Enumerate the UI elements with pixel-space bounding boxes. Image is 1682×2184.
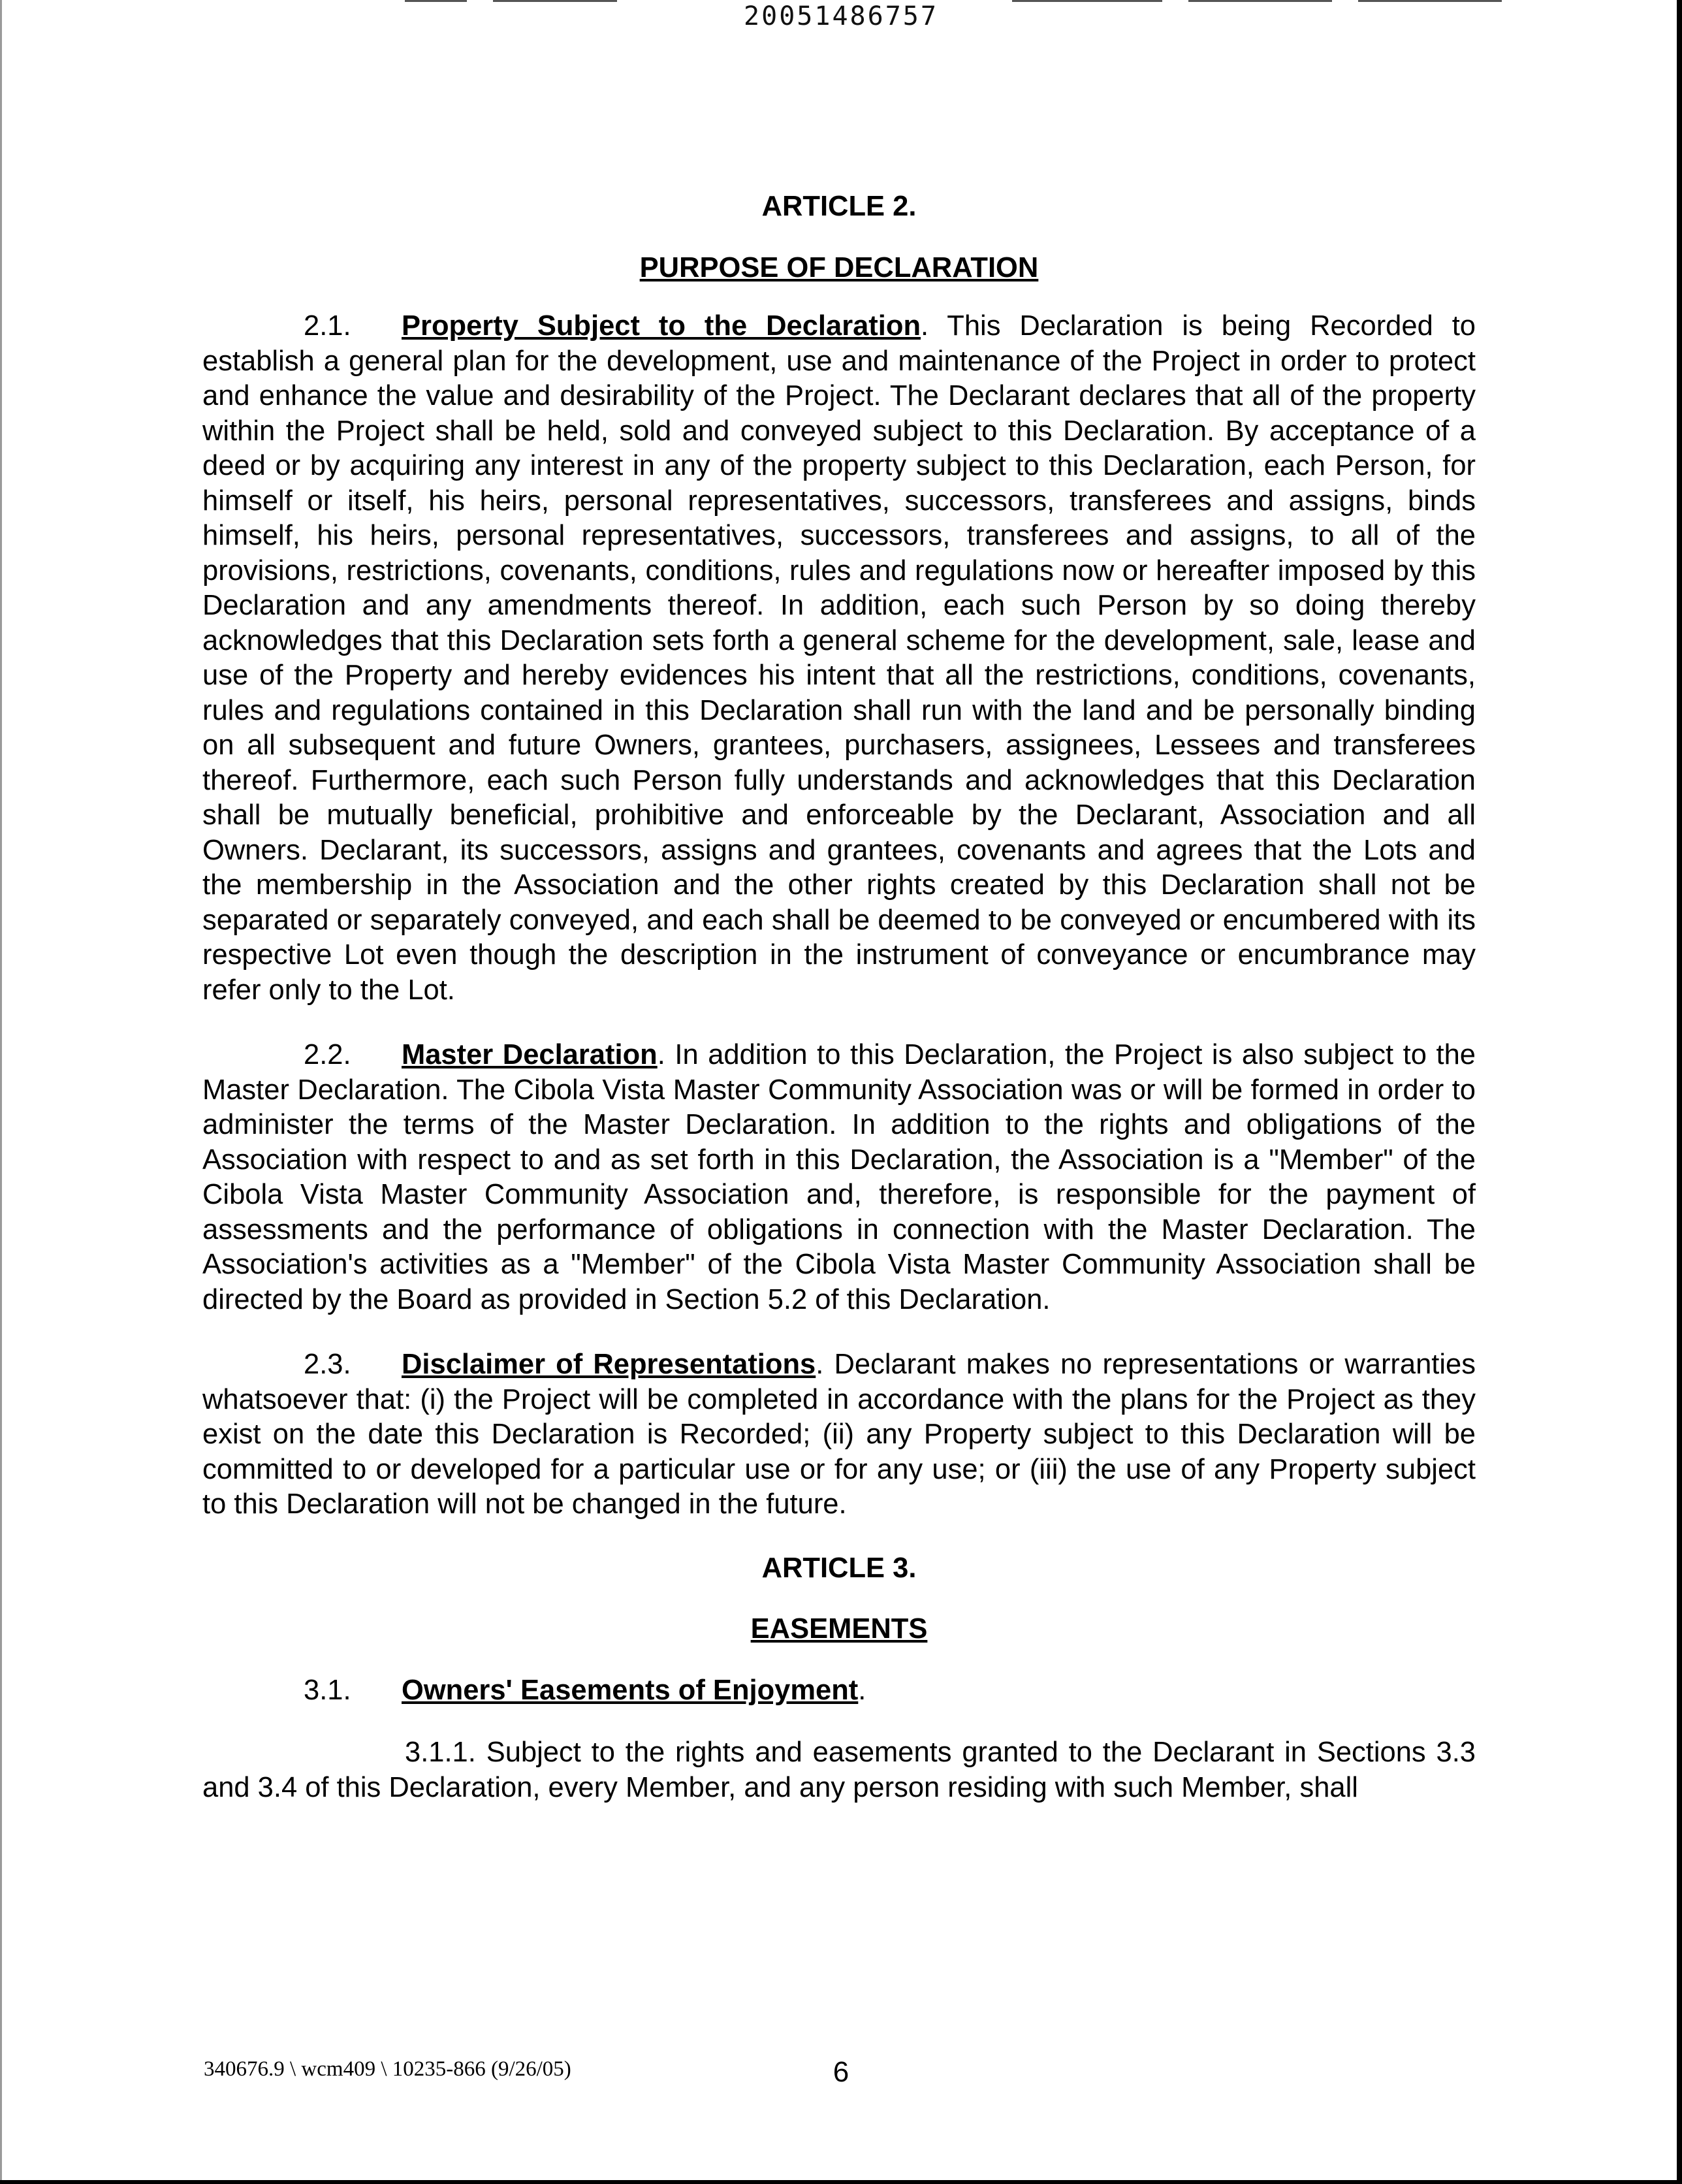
section-2-2-number: 2.2. xyxy=(304,1039,351,1070)
article-3-title: EASEMENTS xyxy=(750,1613,928,1645)
footer-document-reference: 340676.9 \ wcm409 \ 10235-866 (9/26/05) xyxy=(204,2057,571,2081)
document-body xyxy=(202,189,1476,1805)
scan-right-border xyxy=(1677,0,1682,2184)
footer-page-number: 6 xyxy=(833,2056,849,2088)
section-3-1-number: 3.1. xyxy=(304,1674,351,1706)
article-2-label: ARTICLE 2. xyxy=(761,191,917,222)
scan-left-edge xyxy=(0,0,2,2184)
section-2-2 xyxy=(202,1038,1476,1317)
article-3-label: ARTICLE 3. xyxy=(761,1552,917,1584)
section-2-2-text: . In addition to this Declaration, the Project is also subject to the Master Declaration. The Cibola Vista Master Community Association was or will be formed in order to administer the terms of the Master Declaration. In addition to the rights and obligations of the Association with respect to and as set forth in this Declaration, the Association is a "Member" of the Cibola Vista Master Community Association and, therefore, is responsible for the payment of assessments and the performance of obligations in connection with the Master Declaration. The Association's activities as a "Member" of the Cibola Vista Master Community Association shall be directed by the Board as provided in Section 5.2 of this Declaration. xyxy=(202,1039,1476,1315)
section-2-3-heading: Disclaimer of Representations xyxy=(402,1349,816,1380)
section-2-1-text: . This Declaration is being Recorded to establish a general plan for the development, use and maintenance of the Project in order to protect and enhance the value and desirability of the Project. The Declarant declares that all of the property within the Project shall be held, sold and conveyed subject to this Declaration. By acceptance of a deed or by acquiring any interest in any of the property subject to this Declaration, each Person, for himself or itself, his heirs, personal representatives, successors, transferees and assigns, binds himself, his heirs, personal representatives, successors, transferees and assigns, to all of the provisions, restrictions, covenants, conditions, rules and regulations now or hereafter imposed by this Declaration and any amendments thereof. In addition, each such Person by so doing thereby acknowledges that this Declaration sets forth a general scheme for the development, sale, lease and use of the Property and hereby evidences his intent that all the restrictions, conditions, covenants, rules and regulations contained in this Declaration shall run with the land and be personally binding on all subsequent and future Owners, grantees, purchasers, assignees, Lessees and transferees thereof. Furthermore, each such Person fully understands and acknowledges that this Declaration shall be mutually beneficial, prohibitive and enforceable by the Declarant, Association and all Owners. Declarant, its successors, assigns and grantees, covenants and agrees that the Lots and the membership in the Association and the other rights created by this Declaration shall not be separated or separately conveyed, and each shall be deemed to be conveyed or encumbered with its respective Lot even though the description in the instrument of conveyance or encumbrance may refer only to the Lot. xyxy=(202,310,1476,1006)
section-2-3-number: 2.3. xyxy=(304,1349,351,1380)
section-3-1-text: . xyxy=(858,1674,866,1706)
section-3-1-1-number: 3.1.1. xyxy=(405,1737,476,1768)
section-2-3-text: . Declarant makes no representations or warranties whatsoever that: (i) the Project will be completed in accordance with the plans for the Project as they exist on the date this Declaration is Recorded; (ii) any Property subject to this Declaration will be committed to or developed for a particular use or for any use; or (iii) the use of any Property subject to this Declaration will not be changed in the future. xyxy=(202,1349,1476,1520)
section-2-2-heading: Master Declaration xyxy=(402,1039,658,1070)
scan-bottom-border xyxy=(0,2180,1682,2184)
article-2-title: PURPOSE OF DECLARATION xyxy=(639,251,1039,283)
section-3-1-1-text: Subject to the rights and easements granted to the Declarant in Sections 3.3 and 3.4 of this Declaration, every Member, and any person residing with such Member, shall xyxy=(202,1737,1476,1803)
section-3-1-heading: Owners' Easements of Enjoyment xyxy=(402,1674,859,1706)
section-2-1-heading: Property Subject to the Declaration xyxy=(402,310,921,342)
section-2-3 xyxy=(202,1347,1476,1522)
recording-number: 20051486757 xyxy=(744,1,938,31)
section-2-1-number: 2.1. xyxy=(304,310,351,342)
section-2-1 xyxy=(202,309,1476,1008)
section-3-1-1 xyxy=(202,1735,1476,1805)
section-3-1 xyxy=(202,1673,1476,1709)
